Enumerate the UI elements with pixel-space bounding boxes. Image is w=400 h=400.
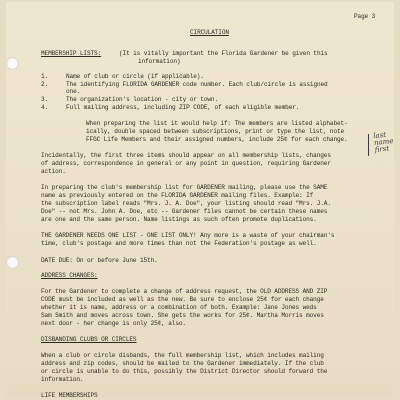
section-heading: MEMBERSHIP LISTS:: [41, 50, 102, 57]
list-item: Full mailing address, including ZIP CODE, of each eligible member.: [66, 104, 300, 111]
text-line: information.: [41, 376, 84, 383]
text-line: Sam Smith and moves across town. She gets the works for 25¢. Martha Morris moves: [41, 312, 324, 319]
list-number: 3.: [41, 96, 49, 103]
handwritten-note: last name first: [372, 130, 394, 154]
list-item: one.: [66, 88, 81, 95]
list-number: 2.: [41, 81, 49, 88]
text-line: Doe" -- not Mrs. John A. Doe, etc -- Gardener files cannot be certain these names: [41, 208, 328, 215]
list-item: The organization's location - city or town.: [66, 96, 218, 103]
text-line: address and zip codes, should be mailed to the Gardener immediately. If the club: [41, 360, 324, 367]
text-line: In preparing the club's membership list for GARDENER mailing, please use the SAME: [41, 184, 328, 191]
text-line: When a club or circle disbands, the full membership list, which includes mailing: [41, 352, 324, 359]
text-line: FFGC Life Members and their assigned numbers, include 25¢ for each change.: [86, 136, 348, 143]
text-line: whether it is name, address or a combination of both. Example: Jane Jones weds: [41, 304, 317, 311]
text-line: next door - her change is only 25¢, also.: [41, 320, 186, 327]
section-heading: DISBANDING CLUBS OR CIRCLES: [41, 336, 137, 343]
punch-hole: [6, 256, 19, 269]
margin-bracket: [368, 134, 372, 156]
text-line: action.: [41, 168, 66, 175]
text-line: of address, correspondence in general or any point in question, requiring Gardener: [41, 160, 331, 167]
text-line: ically, double spaced between subscriptions, print or type the list, note: [86, 128, 345, 135]
section-heading: LIFE MEMBERSHIPS: [41, 392, 98, 398]
text-line: the subscription label reads "Mrs. J. A. Doe", your listing should read "Mrs. J.A.: [41, 200, 331, 207]
list-number: 4.: [41, 104, 49, 111]
text-line: name as previously entered on the FLORIDA GARDENER mailing files. Example: If: [41, 192, 314, 199]
list-number: 1.: [41, 73, 49, 80]
list-item: The identifying FLORIDA GARDENER code number. Each club/circle is assigned: [66, 81, 328, 88]
section-heading: ADDRESS CHANGES:: [41, 272, 98, 279]
text-line: time, club's postage and more times than not the Federation's postage as well.: [41, 240, 317, 247]
text-line: When preparing the list it would help if: The members are listed alphabet-: [86, 120, 348, 127]
text-line: THE GARDENER NEEDS ONE LIST - ONE LIST ONLY! Any more is a waste of your chairman's: [41, 232, 335, 239]
text-line: For the Gardener to complete a change of address request, the OLD ADDRESS AND ZIP: [41, 288, 328, 295]
date-due: DATE DUE: On or before June 15th.: [41, 257, 158, 264]
page-number: Page 3: [354, 13, 376, 20]
text-line: or circle is unable to do this, possibly the District Director should forward the: [41, 368, 328, 375]
text-line: Incidentally, the first three items should appear on all membership lists, changes: [41, 152, 331, 159]
text-line: CODE must be included as well as the new. Be sure to enclose 25¢ for each change: [41, 296, 324, 303]
text-line: information): [138, 58, 181, 65]
document-page: [6, 2, 394, 398]
text-line: are one and the same person. Name listings as such often promote duplications.: [41, 216, 317, 223]
text-line: (It is vitally important the Florida Gardener be given this: [119, 50, 328, 57]
page-title: CIRCULATION: [190, 29, 229, 36]
punch-hole: [6, 57, 19, 70]
list-item: Name of club or circle (if applicable).: [66, 73, 204, 80]
